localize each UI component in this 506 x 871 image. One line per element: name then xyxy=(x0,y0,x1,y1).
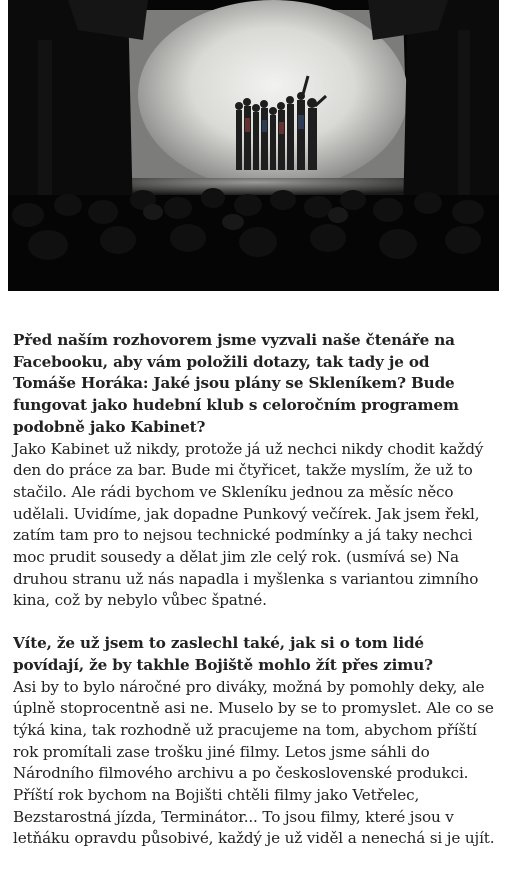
interview-question: Před naším rozhovorem jsme vyzvali naše čtenáře na Facebooku, aby vám položili dotazy, tak tady je od Tomáše Horáka: Jaké jsou plány se Skleníkem? Bude fungovat jako hudební klub s celoročním programem podobně jako Kabinet? xyxy=(13,331,459,436)
interview-answer: Asi by to bylo náročné pro diváky, možná by pomohly deky, ale úplně stoprocentně asi ne. Muselo by se to promyslet. Ale co se týká kina, tak rozhodně už pracujeme na tom, abychom příští rok promítali zase trošku jiné filmy. Letos jsme sáhli do Národního filmového archivu a po československé produkci. Příští rok bychom na Bojišti chtěli filmy jako Vetřelec, Bezstarostná jízda, Terminátor... To jsou filmy, které jsou v letňáku opravdu působivé, každý je už viděl a nenechá si je ujít. xyxy=(13,677,495,848)
theater-stage-photo xyxy=(8,0,499,291)
interview-block xyxy=(13,330,497,612)
interview-question: Víte, že už jsem to zaslechl také, jak si o tom lidé povídají, že by takhle Bojiště mohlo žít přes zimu? xyxy=(13,634,433,674)
article-body xyxy=(13,330,497,871)
interview-answer: Jako Kabinet už nikdy, protože já už nechci nikdy chodit každý den do práce za bar. Bude mi čtyřicet, takže myslím, že už to stačilo. Ale rádi bychom ve Skleníku jednou za měsíc něco udělali. Uvidíme, jak dopadne Punkový večírek. Jak jsem řekl, zatím tam pro to nejsou technické podmínky a já taky nechci moc prudit sousedy a dělat jim zle celý rok. (usmívá se) Na druhou stranu už nás napadla i myšlenka s variantou zimního kina, což by nebylo vůbec špatné. xyxy=(13,439,484,610)
interview-block xyxy=(13,633,497,850)
article-photo xyxy=(8,0,499,291)
